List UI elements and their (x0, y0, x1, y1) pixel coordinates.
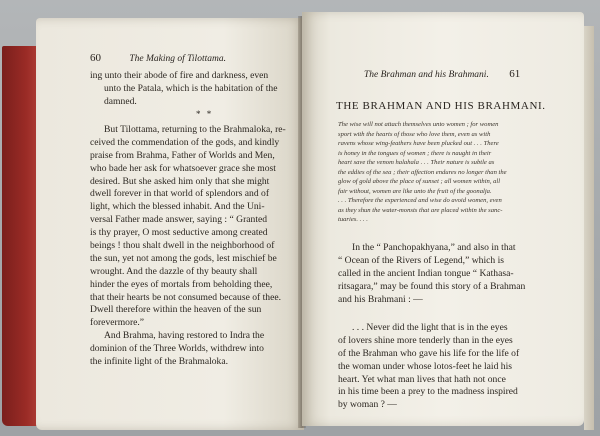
text-line: Dwell therefore within the heaven of the sun (90, 304, 262, 316)
text-line: “ Ocean of the Rivers of Legend,” which is (338, 254, 504, 266)
text-line: by woman ? — (338, 399, 397, 411)
epigraph-line: the eddies of the sea ; their affection endures no longer than the (338, 168, 507, 176)
text-line: in his time been a prey to the madness inspired (338, 386, 518, 398)
text-line: called in the ancient Indian tongue “ Kathasa- (338, 267, 514, 279)
right-running-head-row (364, 68, 520, 80)
right-paragraph-2 (338, 322, 519, 412)
epigraph-line: ravens whose wing-feathers have been plucked out . . . There (338, 140, 499, 147)
epigraph-line: sport with the hearts of those who love them, even as with (338, 130, 491, 138)
text-line: the sun, yet not among the gods, lest mischief be (90, 252, 277, 264)
text-line: And Brahma, having restored to Indra the (104, 330, 265, 342)
epigraph-line: The wise will not attach themselves unto women ; for women (338, 121, 499, 128)
left-top-text (90, 70, 277, 109)
text-line: forevermore.” (90, 317, 145, 329)
epigraph-line: heart save the venom halahala . . . Their nature is subtle as (338, 159, 495, 166)
right-running-head: The Brahman and his Brahmani. (364, 70, 489, 80)
epigraph-line: . . . Therefore the experienced and wise do avoid women, even (338, 197, 502, 204)
open-book (2, 8, 598, 430)
text-line: of lovers shine more tenderly than in the eyes (338, 334, 513, 346)
text-line: and his Brahmani : — (338, 293, 423, 305)
page-edges (584, 26, 594, 430)
text-line: . . . Never did the light that is in the eyes (352, 322, 508, 333)
epigraph-line: fair without, women are like unto the fruit of the goonalja. (338, 187, 492, 195)
text-line: But Tilottama, returning to the Brahmaloka, re- (104, 124, 286, 135)
text-line: the woman under whose lotos-feet he laid his (338, 360, 512, 372)
text-line: dwell forever in that world of splendors and of (90, 188, 270, 200)
left-page (36, 18, 304, 430)
text-line: damned. (104, 95, 137, 107)
text-line: who bade her ask for whatsoever grace she most (90, 162, 276, 174)
text-line: that their hearts be not consumed because of thee. (90, 291, 282, 303)
chapter-title: THE BRAHMAN AND HIS BRAHMANI. (336, 100, 546, 112)
text-line: heart. Yet what man lives that hath not once (338, 373, 506, 385)
text-line: desired. But she asked him only that she might (90, 175, 270, 187)
text-line: the infinite light of the Brahmaloka. (90, 356, 229, 368)
text-line: beings ! thou shalt dwell in the neighborhood of (90, 240, 275, 252)
text-line: versal Father made answer, saying : “ Granted (90, 214, 268, 226)
text-line: unto the Patala, which is the habitation of the (104, 82, 278, 94)
text-line: praise from Brahma, Father of Worlds and Men, (90, 149, 275, 161)
text-line: ritsagara,” may be found this story of a Brahman (338, 280, 526, 292)
section-separator: * * (196, 109, 214, 119)
left-main-text (90, 124, 286, 369)
left-running-head: The Making of Tilottama. (129, 54, 226, 64)
epigraph-line: glow of gold above the place of sunset ; all women within, all (338, 178, 501, 185)
text-line: ing unto their abode of fire and darkness, even (90, 70, 269, 81)
epigraph (338, 120, 507, 225)
text-line: is thy prayer, O most seductive among created (90, 227, 268, 239)
text-line: In the “ Panchopakhyana,” and also in that (352, 242, 516, 253)
text-line: of the Brahman who gave his life for the life of (338, 347, 520, 359)
epigraph-line: tuaries. . . . (338, 216, 368, 223)
left-running-head-row (90, 52, 226, 64)
epigraph-line: as they shun the water-monsts that are placed within the sanc- (338, 206, 503, 214)
text-line: hinder the eyes of mortals from beholding thee, (90, 278, 273, 290)
text-line: light, which the blessed inhabit. And the Uni- (90, 201, 265, 213)
right-paragraph-1 (338, 242, 525, 306)
text-line: wrought. And the dazzle of thy beauty shall (90, 265, 258, 277)
right-page (302, 12, 584, 426)
epigraph-line: is honey in the tongues of women ; there is naught in their (338, 149, 492, 157)
text-line: ceived the commendation of the gods, and kindly (90, 136, 280, 148)
right-page-number: 61 (509, 68, 521, 80)
left-page-number: 60 (90, 52, 101, 64)
text-line: dominion of the Three Worlds, withdrew into (90, 343, 264, 355)
